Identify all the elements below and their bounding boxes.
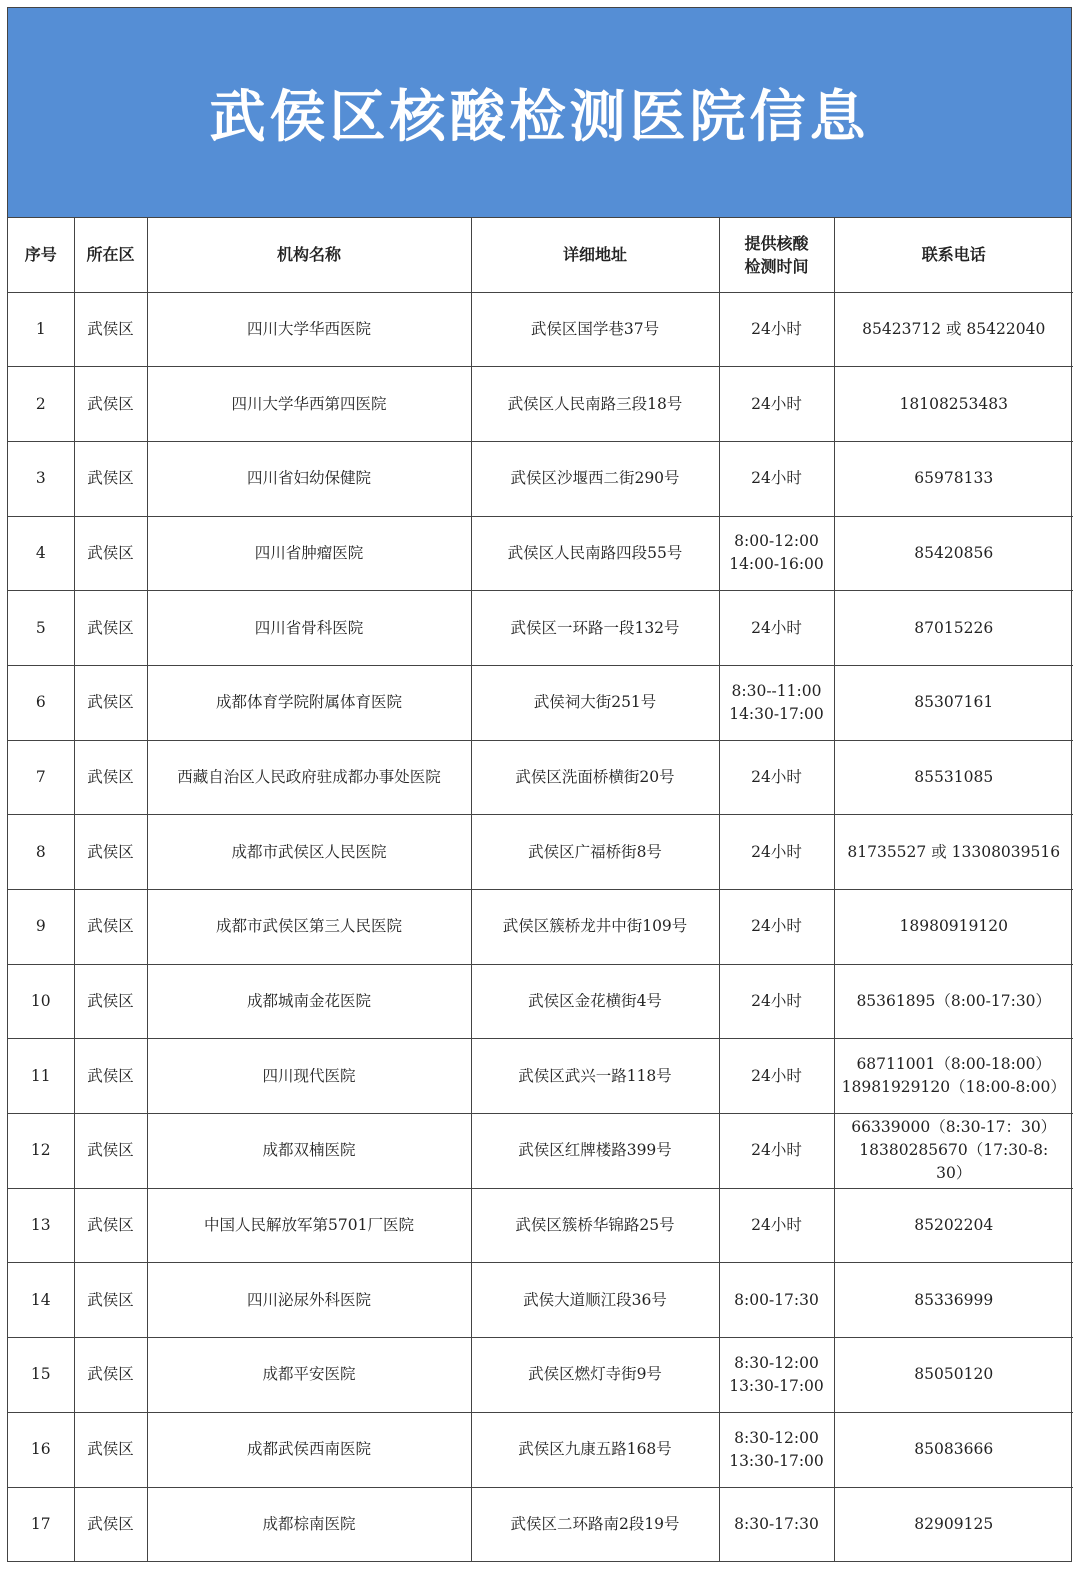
cell-phone: 18108253483	[834, 367, 1073, 442]
cell-seq: 1	[8, 292, 74, 367]
cell-phone: 85423712 或 85422040	[834, 292, 1073, 367]
cell-hours: 24小时	[719, 1039, 834, 1114]
cell-hours: 24小时	[719, 890, 834, 965]
cell-address: 武侯大道顺江段36号	[471, 1263, 719, 1338]
table-row	[8, 1338, 1073, 1413]
cell-address: 武侯区洗面桥横街20号	[471, 740, 719, 815]
cell-name: 四川大学华西第四医院	[147, 367, 471, 442]
table-row	[8, 516, 1073, 591]
cell-name: 成都市武侯区第三人民医院	[147, 890, 471, 965]
cell-hours: 24小时	[719, 1188, 834, 1263]
cell-name: 四川省骨科医院	[147, 591, 471, 666]
cell-seq: 2	[8, 367, 74, 442]
cell-address: 武侯区红牌楼路399号	[471, 1114, 719, 1189]
cell-seq: 4	[8, 516, 74, 591]
cell-district: 武侯区	[74, 1188, 147, 1263]
cell-name: 四川省肿瘤医院	[147, 516, 471, 591]
cell-district: 武侯区	[74, 1263, 147, 1338]
cell-seq: 11	[8, 1039, 74, 1114]
table-row	[8, 964, 1073, 1039]
cell-name: 成都市武侯区人民医院	[147, 815, 471, 890]
cell-phone: 68711001（8:00-18:00） 18981929120（18:00-8:00）	[834, 1039, 1073, 1114]
cell-seq: 16	[8, 1412, 74, 1487]
cell-phone: 85361895（8:00-17:30）	[834, 964, 1073, 1039]
cell-hours: 24小时	[719, 441, 834, 516]
table-row	[8, 292, 1073, 367]
cell-seq: 17	[8, 1487, 74, 1562]
cell-name: 成都体育学院附属体育医院	[147, 665, 471, 740]
cell-address: 武侯区二环路南2段19号	[471, 1487, 719, 1562]
table-row	[8, 441, 1073, 516]
cell-address: 武侯区国学巷37号	[471, 292, 719, 367]
cell-district: 武侯区	[74, 591, 147, 666]
header-seq: 序号	[8, 218, 74, 292]
cell-name: 四川泌尿外科医院	[147, 1263, 471, 1338]
header-hours: 提供核酸 检测时间	[719, 218, 834, 292]
cell-seq: 9	[8, 890, 74, 965]
cell-district: 武侯区	[74, 1039, 147, 1114]
cell-hours: 8:00-12:00 14:00-16:00	[719, 516, 834, 591]
cell-seq: 7	[8, 740, 74, 815]
cell-district: 武侯区	[74, 1114, 147, 1189]
cell-hours: 24小时	[719, 964, 834, 1039]
cell-phone: 18980919120	[834, 890, 1073, 965]
cell-seq: 12	[8, 1114, 74, 1189]
page-title: 武侯区核酸检测医院信息	[209, 84, 870, 150]
cell-phone: 66339000（8:30-17：30） 18380285670（17:30-8: 30）	[834, 1114, 1073, 1189]
cell-address: 武侯祠大街251号	[471, 665, 719, 740]
table-row	[8, 815, 1073, 890]
table-row	[8, 1114, 1073, 1189]
cell-name: 成都双楠医院	[147, 1114, 471, 1189]
cell-hours: 8:30-12:00 13:30-17:00	[719, 1338, 834, 1413]
cell-address: 武侯区广福桥街8号	[471, 815, 719, 890]
cell-seq: 8	[8, 815, 74, 890]
table-row	[8, 1487, 1073, 1562]
cell-district: 武侯区	[74, 1412, 147, 1487]
table-row	[8, 1039, 1073, 1114]
cell-name: 成都城南金花医院	[147, 964, 471, 1039]
cell-hours: 8:30-17:30	[719, 1487, 834, 1562]
cell-seq: 3	[8, 441, 74, 516]
cell-seq: 14	[8, 1263, 74, 1338]
title-banner	[8, 8, 1071, 218]
cell-phone: 85083666	[834, 1412, 1073, 1487]
hospital-info-sheet	[7, 7, 1072, 1562]
cell-address: 武侯区武兴一路118号	[471, 1039, 719, 1114]
cell-hours: 8:00-17:30	[719, 1263, 834, 1338]
cell-seq: 6	[8, 665, 74, 740]
cell-seq: 13	[8, 1188, 74, 1263]
cell-phone: 85202204	[834, 1188, 1073, 1263]
cell-district: 武侯区	[74, 292, 147, 367]
cell-hours: 8:30--11:00 14:30-17:00	[719, 665, 834, 740]
cell-name: 四川大学华西医院	[147, 292, 471, 367]
header-name: 机构名称	[147, 218, 471, 292]
cell-name: 成都棕南医院	[147, 1487, 471, 1562]
cell-seq: 15	[8, 1338, 74, 1413]
header-row	[8, 218, 1073, 292]
cell-district: 武侯区	[74, 665, 147, 740]
cell-address: 武侯区簇桥龙井中街109号	[471, 890, 719, 965]
cell-phone: 85531085	[834, 740, 1073, 815]
cell-name: 成都武侯西南医院	[147, 1412, 471, 1487]
table-row	[8, 890, 1073, 965]
cell-name: 成都平安医院	[147, 1338, 471, 1413]
header-address: 详细地址	[471, 218, 719, 292]
cell-phone: 81735527 或 13308039516	[834, 815, 1073, 890]
cell-hours: 24小时	[719, 815, 834, 890]
cell-seq: 10	[8, 964, 74, 1039]
cell-address: 武侯区簇桥华锦路25号	[471, 1188, 719, 1263]
cell-district: 武侯区	[74, 1487, 147, 1562]
cell-district: 武侯区	[74, 740, 147, 815]
cell-name: 四川现代医院	[147, 1039, 471, 1114]
table-row	[8, 591, 1073, 666]
table-row	[8, 1263, 1073, 1338]
cell-district: 武侯区	[74, 367, 147, 442]
cell-hours: 8:30-12:00 13:30-17:00	[719, 1412, 834, 1487]
cell-address: 武侯区金花横街4号	[471, 964, 719, 1039]
table-row	[8, 740, 1073, 815]
cell-address: 武侯区人民南路三段18号	[471, 367, 719, 442]
cell-district: 武侯区	[74, 1338, 147, 1413]
cell-name: 中国人民解放军第5701厂医院	[147, 1188, 471, 1263]
cell-phone: 85336999	[834, 1263, 1073, 1338]
hospital-table	[8, 218, 1073, 1562]
cell-district: 武侯区	[74, 441, 147, 516]
cell-district: 武侯区	[74, 516, 147, 591]
cell-address: 武侯区燃灯寺街9号	[471, 1338, 719, 1413]
cell-address: 武侯区九康五路168号	[471, 1412, 719, 1487]
table-row	[8, 367, 1073, 442]
table-row	[8, 1412, 1073, 1487]
table-row	[8, 1188, 1073, 1263]
cell-hours: 24小时	[719, 367, 834, 442]
cell-address: 武侯区一环路一段132号	[471, 591, 719, 666]
cell-phone: 87015226	[834, 591, 1073, 666]
cell-phone: 82909125	[834, 1487, 1073, 1562]
cell-hours: 24小时	[719, 292, 834, 367]
cell-name: 西藏自治区人民政府驻成都办事处医院	[147, 740, 471, 815]
cell-phone: 65978133	[834, 441, 1073, 516]
cell-phone: 85050120	[834, 1338, 1073, 1413]
cell-phone: 85307161	[834, 665, 1073, 740]
cell-phone: 85420856	[834, 516, 1073, 591]
table-row	[8, 665, 1073, 740]
cell-district: 武侯区	[74, 815, 147, 890]
cell-hours: 24小时	[719, 1114, 834, 1189]
cell-hours: 24小时	[719, 740, 834, 815]
cell-address: 武侯区沙堰西二街290号	[471, 441, 719, 516]
cell-hours: 24小时	[719, 591, 834, 666]
header-district: 所在区	[74, 218, 147, 292]
cell-name: 四川省妇幼保健院	[147, 441, 471, 516]
cell-seq: 5	[8, 591, 74, 666]
cell-district: 武侯区	[74, 890, 147, 965]
header-phone: 联系电话	[834, 218, 1073, 292]
cell-district: 武侯区	[74, 964, 147, 1039]
cell-address: 武侯区人民南路四段55号	[471, 516, 719, 591]
